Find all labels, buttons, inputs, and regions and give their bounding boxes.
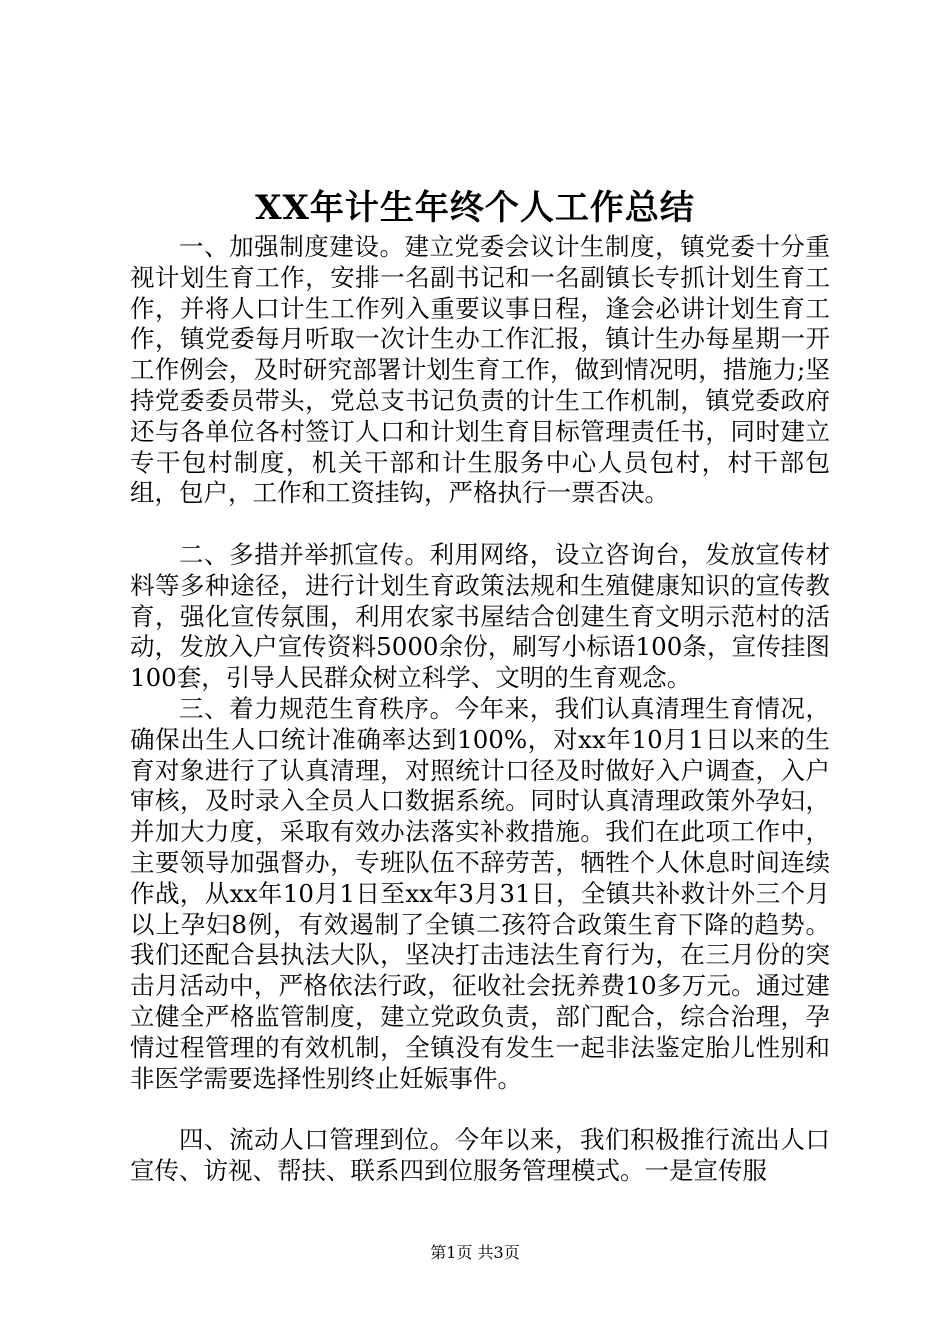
paragraph-4: 四、流动人口管理到位。今年以来，我们积极推行流出人口宣传、访视、帮扶、联系四到位服务管理模式。一是宣传服 <box>130 1125 830 1185</box>
paragraph-gap <box>130 509 830 540</box>
paragraph-1: 一、加强制度建设。建立党委会议计生制度，镇党委十分重视计划生育工作，安排一名副书记和一名副镇长专抓计划生育工作，并将人口计生工作列入重要议事日程，逢会必讲计划生育工作，镇党委每月听取一次计生办工作汇报，镇计生办每星期一开工作例会，及时研究部署计划生育工作，做到情况明，措施力;坚持党委委员带头，党总支书记负责的计生工作机制，镇党委政府还与各单位各村签订人口和计划生育目标管理责任书，同时建立专干包村制度，机关干部和计生服务中心人员包村，村干部包组，包户，工作和工资挂钩，严格执行一票否决。 <box>130 232 830 508</box>
page-number-footer: 第1页 共3页 <box>430 1243 520 1262</box>
paragraph-gap <box>130 1094 830 1125</box>
paragraph-2: 二、多措并举抓宣传。利用网络，设立咨询台，发放宣传材料等多种途径，进行计划生育政策法规和生殖健康知识的宣传教育，强化宣传氛围，利用农家书屋结合创建生育文明示范村的活动，发放入户宣传资料5000余份，刷写小标语100条，宣传挂图100套，引导人民群众树立科学、文明的生育观念。 <box>130 539 830 693</box>
document-title: XX年计生年终个人工作总结 <box>255 188 695 228</box>
document-body <box>130 232 830 1187</box>
paragraph-3: 三、着力规范生育秩序。今年来，我们认真清理生育情况，确保出生人口统计准确率达到100%，对xx年10月1日以来的生育对象进行了认真清理，对照统计口径及时做好入户调查，入户审核，及时录入全员人口数据系统。同时认真清理政策外孕妇，并加大力度，采取有效办法落实补救措施。我们在此项工作中，主要领导加强督办，专班队伍不辞劳苦，牺牲个人休息时间连续作战，从xx年10月1日至xx年3月31日，全镇共补救计外三个月以上孕妇8例，有效遏制了全镇二孩符合政策生育下降的趋势。我们还配合县执法大队，坚决打击违法生育行为，在三月份的突击月活动中，严格依法行政，征收社会抚养费10多万元。通过建立健全严格监管制度，建立党政负责，部门配合，综合治理，孕情过程管理的有效机制，全镇没有发生一起非法鉴定胎儿性别和非医学需要选择性别终止妊娠事件。 <box>130 693 830 1093</box>
